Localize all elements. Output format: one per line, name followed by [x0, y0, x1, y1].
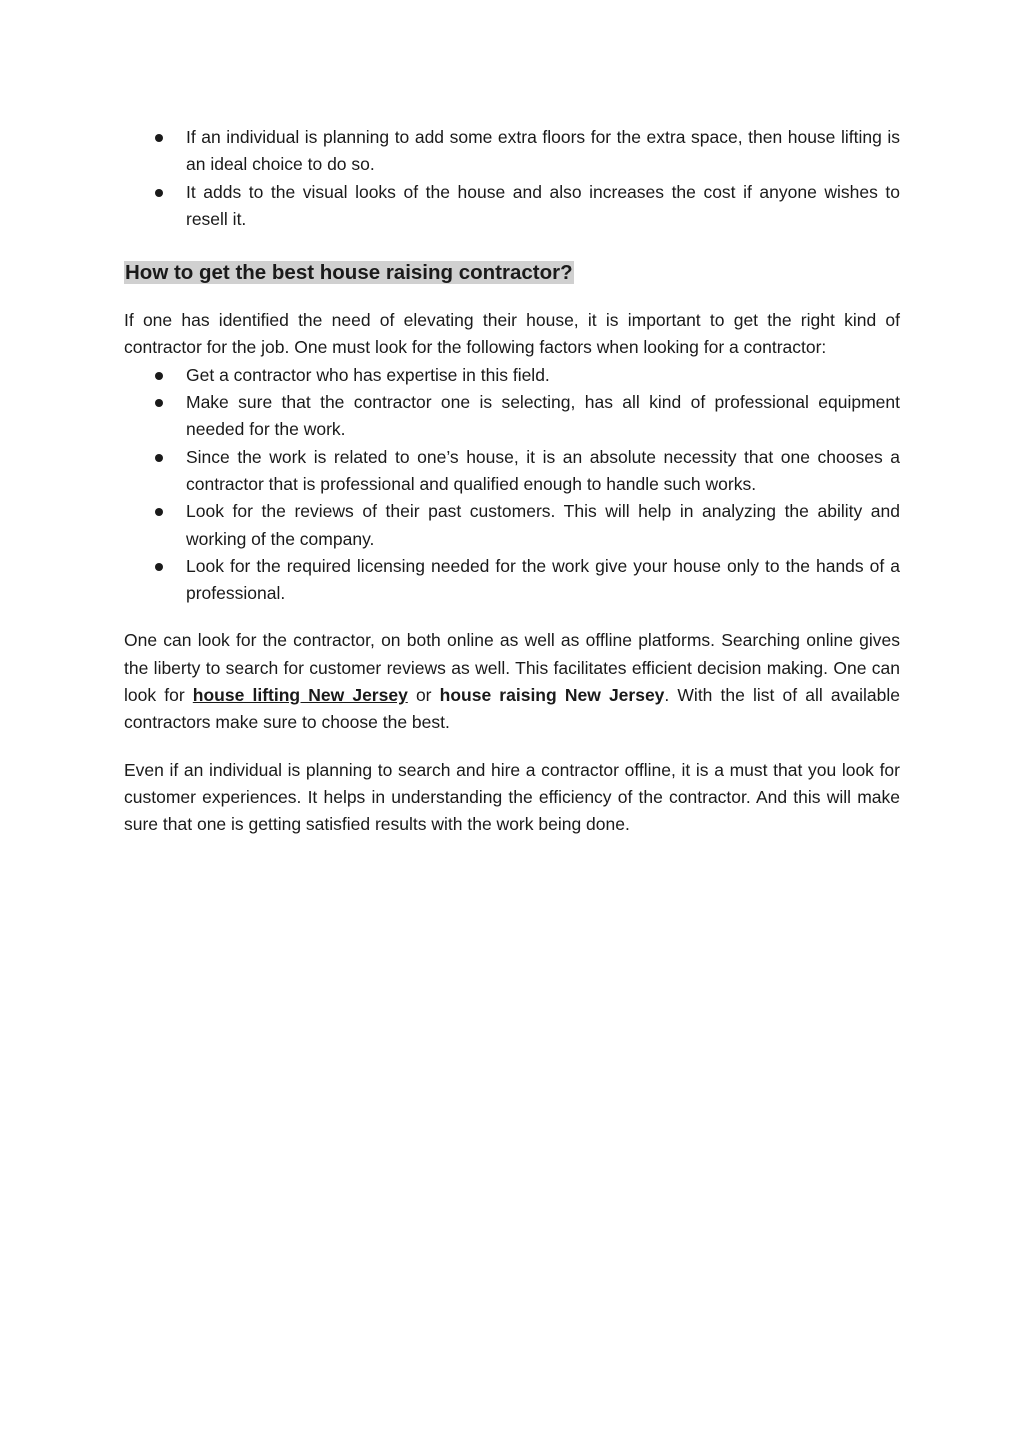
list-item: [124, 553, 900, 608]
bullet-icon: [155, 399, 163, 407]
list-item: [124, 179, 900, 234]
house-lifting-link[interactable]: house lifting New Jersey: [192, 685, 408, 706]
closing-paragraph: Even if an individual is planning to search and hire a contractor offline, it is a must that you look for customer experiences. It helps in understanding the efficiency of the contractor. And this will make sure that one is getting satisfied results with the work being done.: [124, 759, 900, 835]
bullet-icon: [155, 134, 163, 142]
list-item-text: Look for the required licensing needed for the work give your house only to the hands of a professional.: [186, 555, 900, 604]
search-paragraph-text-middle: or: [407, 685, 440, 706]
section-heading-text: How to get the best house raising contractor?: [125, 261, 573, 285]
benefits-list: [124, 124, 900, 233]
intro-paragraph: If one has identified the need of elevating their house, it is important to get the right kind of contractor for the job. One must look for the following factors when looking for a contractor:: [124, 310, 900, 358]
list-item-text: If an individual is planning to add some extra floors for the extra space, then house lifting is an ideal choice to do so.: [186, 127, 900, 175]
bullet-icon: [155, 189, 163, 197]
document-page: [124, 124, 900, 839]
list-item-text: Since the work is related to one’s house, it is an absolute necessity that one chooses a contractor that is professional and qualified enough to handle such works.: [186, 446, 900, 494]
list-item: [124, 389, 900, 444]
house-raising-keyword: house raising New Jersey: [439, 685, 665, 706]
list-item-text: Make sure that the contractor one is selecting, has all kind of professional equipment needed for the work.: [186, 392, 900, 440]
factors-list: [124, 362, 900, 608]
list-item-text: Look for the reviews of their past customers. This will help in analyzing the ability and working of the company.: [186, 501, 900, 549]
search-paragraph-text-after: . With the list of all available contractors make sure to choose the best.: [124, 685, 900, 733]
list-item-text: It adds to the visual looks of the house and also increases the cost if anyone wishes to resell it.: [186, 181, 900, 229]
list-item: [124, 362, 900, 389]
bullet-icon: [155, 508, 163, 516]
search-paragraph: [124, 627, 900, 736]
bullet-icon: [155, 372, 163, 380]
section-heading: [124, 259, 900, 287]
list-item: [124, 498, 900, 553]
bullet-icon: [155, 454, 163, 462]
bullet-icon: [155, 563, 163, 571]
list-item: [124, 444, 900, 499]
list-item-text: Get a contractor who has expertise in this field.: [186, 364, 550, 385]
list-item: [124, 124, 900, 179]
search-paragraph-text-before: One can look for the contractor, on both online as well as offline platforms. Searching online gives the liberty to search for customer reviews as well. This facilitates efficient decision making. One can look for: [124, 630, 900, 706]
